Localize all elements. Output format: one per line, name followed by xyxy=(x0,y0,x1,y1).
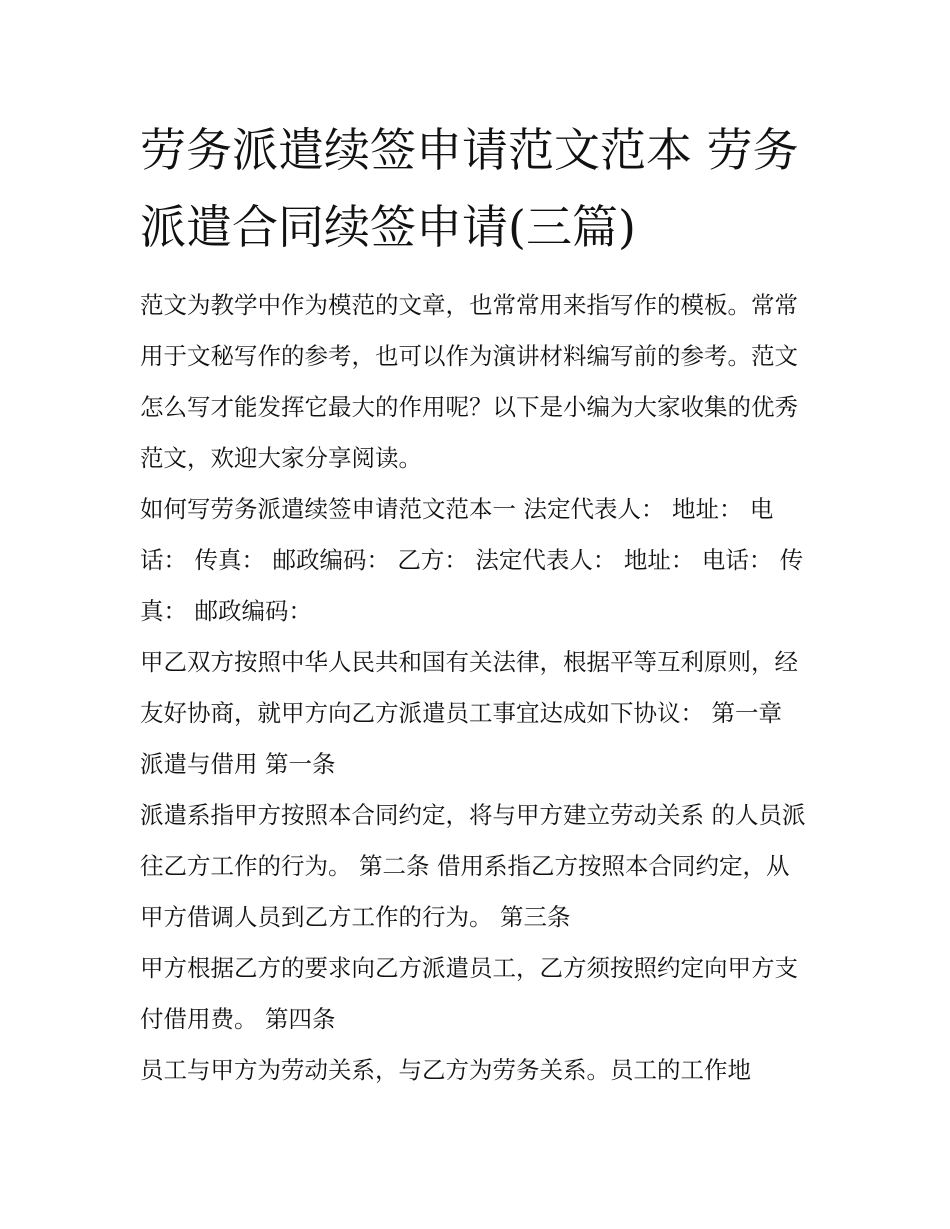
document-body xyxy=(140,112,812,1096)
paragraph-article-1-2: 派遣系指甲方按照本合同约定，将与甲方建立劳动关系 的人员派往乙方工作的行为。 第二条 借用系指乙方按照本合同约定，从甲方借调人员到乙方工作的行为。 第三条 xyxy=(140,801,806,931)
paragraph-article-4: 员工与甲方为劳动关系，与乙方为劳务关系。员工的工作地 xyxy=(140,1056,751,1084)
paragraph-intro: 范文为教学中作为模范的文章，也常常用来指写作的模板。常常用于文秘写作的参考，也可以作为演讲材料编写前的参考。范文怎么写才能发挥它最大的作用呢？以下是小编为大家收集的优秀范文，欢迎大家分享阅读。 xyxy=(140,291,798,472)
paragraph-article-3: 甲方根据乙方的要求向乙方派遣员工，乙方须按照约定向甲方支付借用费。 第四条 xyxy=(140,954,798,1033)
paragraph-party-info: 如何写劳务派遣续签申请范文范本一 法定代表人： 地址： 电话： 传真： 邮政编码： 乙方： 法定代表人： 地址： 电话： 传真： 邮政编码： xyxy=(140,495,804,625)
document-title: 劳务派遣续签申请范文范本 劳务派遣合同续签申请(三篇) xyxy=(140,123,799,254)
paragraph-agreement: 甲乙双方按照中华人民共和国有关法律，根据平等互利原则，经友好协商，就甲方向乙方派遣员工事宜达成如下协议： 第一章 派遣与借用 第一条 xyxy=(140,648,798,778)
